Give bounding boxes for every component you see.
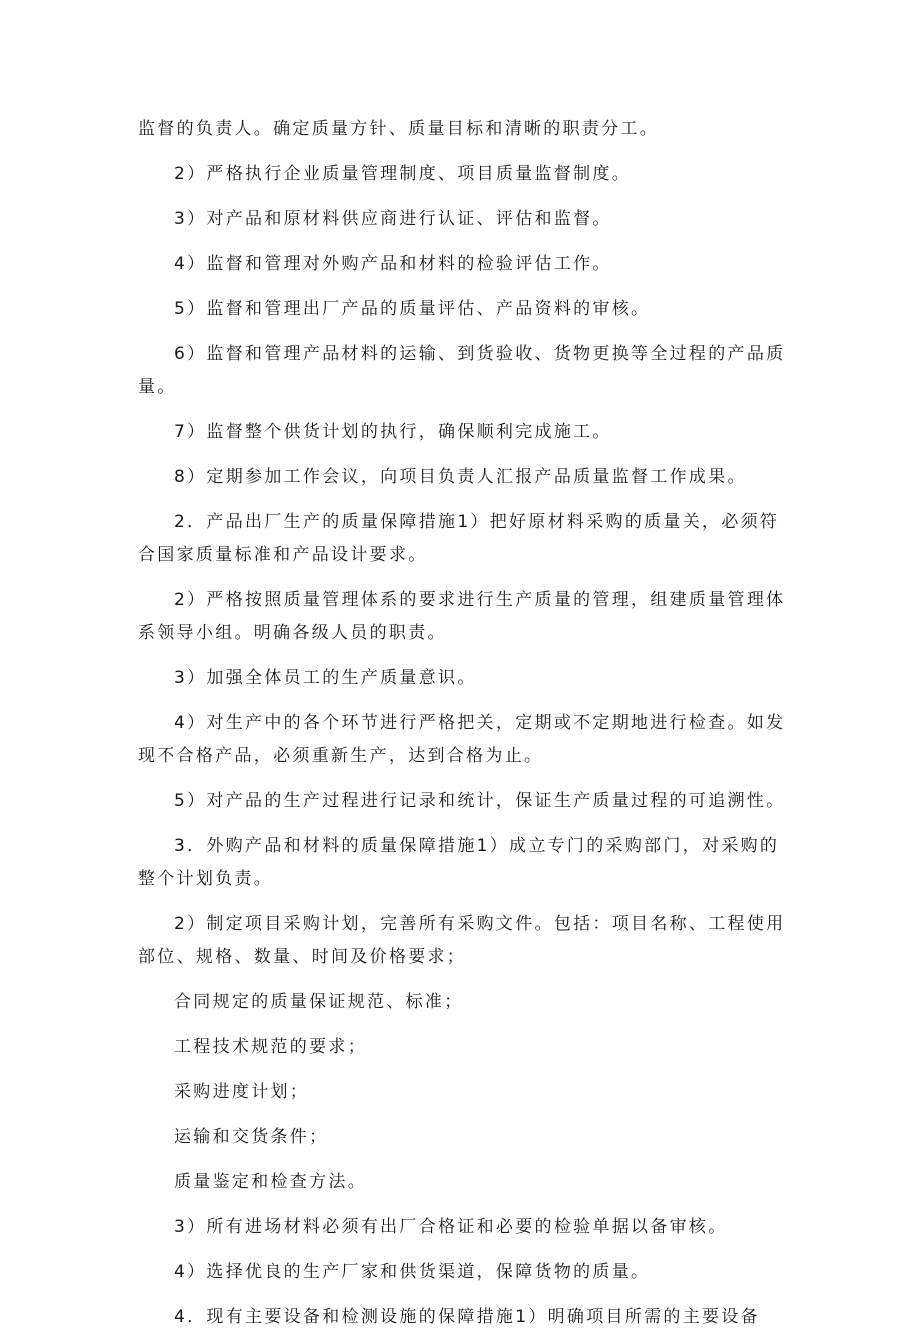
paragraph: 4）对生产中的各个环节进行严格把关，定期或不定期地进行检查。如发现不合格产品，必须重新生产，达到合格为止。 — [138, 713, 786, 766]
list-item: 采购进度计划； — [174, 1082, 310, 1102]
paragraph: 3）对产品和原材料供应商进行认证、评估和监督。 — [174, 209, 612, 229]
paragraph: 2）严格按照质量管理体系的要求进行生产质量的管理，组建质量管理体系领导小组。明确各级人员的职责。 — [138, 590, 786, 643]
list-item: 合同规定的质量保证规范、标准； — [174, 992, 464, 1012]
paragraph: 2）严格执行企业质量管理制度、项目质量监督制度。 — [174, 164, 632, 184]
paragraph: 8）定期参加工作会议，向项目负责人汇报产品质量监督工作成果。 — [174, 467, 747, 487]
paragraph: 4）选择优良的生产厂家和供货渠道，保障货物的质量。 — [174, 1262, 651, 1282]
list-item: 质量鉴定和检查方法。 — [174, 1172, 367, 1192]
paragraph: 5）监督和管理出厂产品的质量评估、产品资料的审核。 — [174, 299, 651, 319]
paragraph: 监督的负责人。确定质量方针、质量目标和清晰的职责分工。 — [138, 119, 660, 139]
paragraph: 6）监督和管理产品材料的运输、到货验收、货物更换等全过程的产品质量。 — [138, 344, 786, 397]
paragraph: 3）加强全体员工的生产质量意识。 — [174, 668, 477, 688]
paragraph: 2）制定项目采购计划，完善所有采购文件。包括：项目名称、工程使用部位、规格、数量、时间及价格要求； — [138, 914, 786, 967]
paragraph: 3）所有进场材料必须有出厂合格证和必要的检验单据以备审核。 — [174, 1217, 728, 1237]
section-heading-paragraph: 2．产品出厂生产的质量保障措施1）把好原材料采购的质量关，必须符合国家质量标准和产品设计要求。 — [138, 512, 780, 565]
paragraph: 7）监督整个供货计划的执行，确保顺利完成施工。 — [174, 422, 612, 442]
document-body — [138, 113, 798, 1334]
section-heading-paragraph: 3．外购产品和材料的质量保障措施1）成立专门的采购部门，对采购的整个计划负责。 — [138, 836, 780, 889]
list-item: 工程技术规范的要求； — [174, 1037, 367, 1057]
list-item: 运输和交货条件； — [174, 1127, 329, 1147]
paragraph: 4）监督和管理对外购产品和材料的检验评估工作。 — [174, 254, 612, 274]
section-heading-paragraph: 4．现有主要设备和检测设施的保障措施1）明确项目所需的主要设备 — [174, 1307, 760, 1327]
paragraph: 5）对产品的生产过程进行记录和统计，保证生产质量过程的可追溯性。 — [174, 791, 786, 811]
